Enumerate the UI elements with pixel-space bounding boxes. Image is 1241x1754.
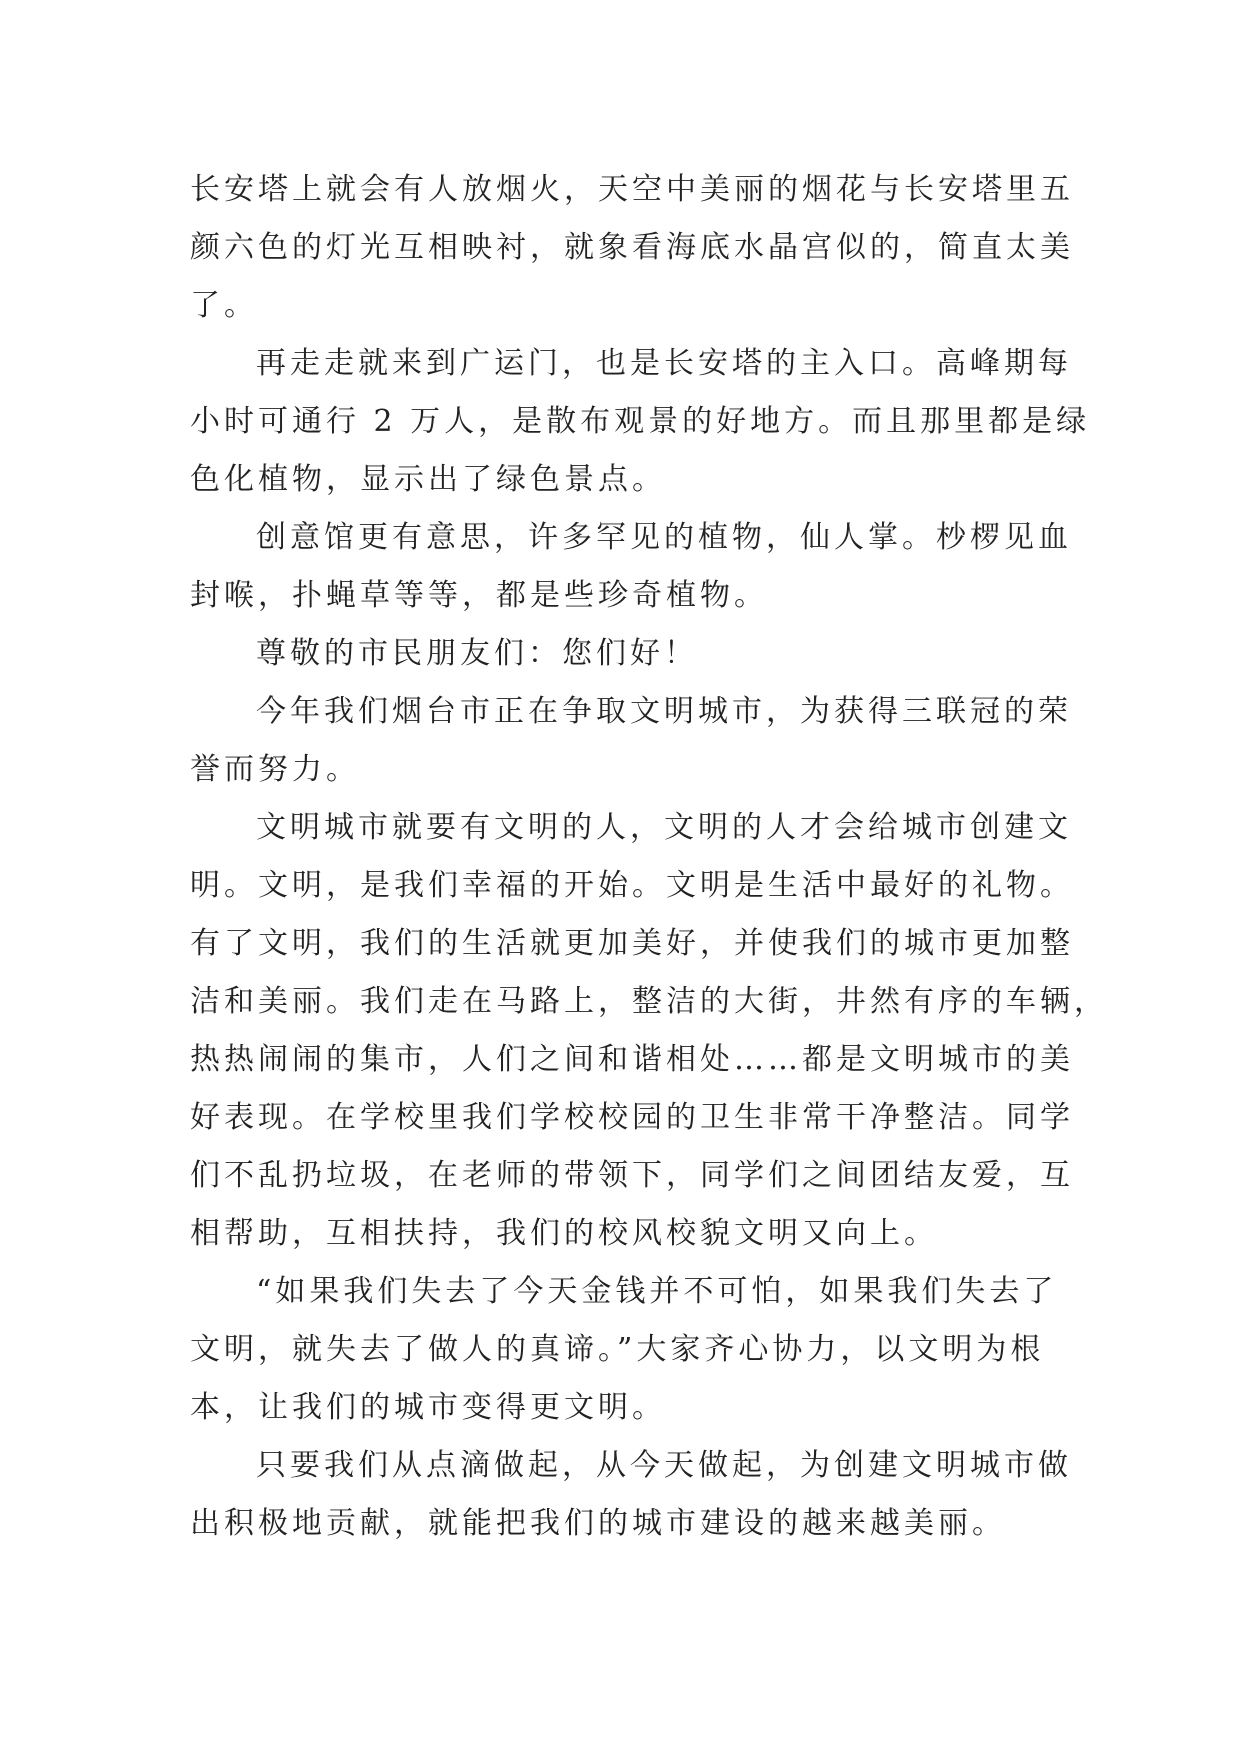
quote-first-line: “如果我们失去了今天金钱并不可怕，如果我们失去了 [256,1274,1058,1309]
text-line: 好表现。在学校里我们学校校园的卫生非常干净整洁。同学 [190,1100,1074,1135]
paragraph-first-line: 创意馆更有意思，许多罕见的植物，仙人掌。杪椤见血 [256,520,1072,555]
text-line: 们不乱扔垃圾，在老师的带领下，同学们之间团结友爱，互 [190,1158,1074,1193]
text-line: 本，让我们的城市变得更文明。 [190,1390,666,1425]
text-line: 色化植物，显示出了绿色景点。 [190,462,666,497]
text-line: 相帮助，互相扶持，我们的校风校貌文明又向上。 [190,1216,938,1251]
paragraph-first-line: 再走走就来到广运门，也是长安塔的主入口。高峰期每 [256,346,1072,381]
text-line: 出积极地贡献，就能把我们的城市建设的越来越美丽。 [190,1506,1006,1541]
text-line: 明。文明，是我们幸福的开始。文明是生活中最好的礼物。 [190,868,1074,903]
text-line: 热热闹闹的集市，人们之间和谐相处……都是文明城市的美 [190,1042,1074,1077]
paragraph-first-line: 只要我们从点滴做起，从今天做起，为创建文明城市做 [256,1448,1072,1483]
greeting-line: 尊敬的市民朋友们：您们好！ [256,636,698,671]
paragraph-first-line: 文明城市就要有文明的人，文明的人才会给城市创建文 [256,810,1072,845]
text-line: 小时可通行 2 万人，是散布观景的好地方。而且那里都是绿 [190,404,1091,439]
paragraph-first-line: 今年我们烟台市正在争取文明城市，为获得三联冠的荣 [256,694,1072,729]
text-line: 文明，就失去了做人的真谛。”大家齐心协力，以文明为根 [190,1332,1045,1367]
text-line: 誉而努力。 [190,752,360,787]
text-line: 洁和美丽。我们走在马路上，整洁的大街，井然有序的车辆， [190,984,1108,1019]
text-line: 颜六色的灯光互相映衬，就象看海底水晶宫似的，简直太美 [190,230,1074,265]
text-line: 有了文明，我们的生活就更加美好，并使我们的城市更加整 [190,926,1074,961]
text-line: 了。 [190,288,258,323]
text-line: 长安塔上就会有人放烟火，天空中美丽的烟花与长安塔里五 [190,172,1074,207]
text-line: 封喉，扑蝇草等等，都是些珍奇植物。 [190,578,768,613]
document-body [190,161,1108,1553]
